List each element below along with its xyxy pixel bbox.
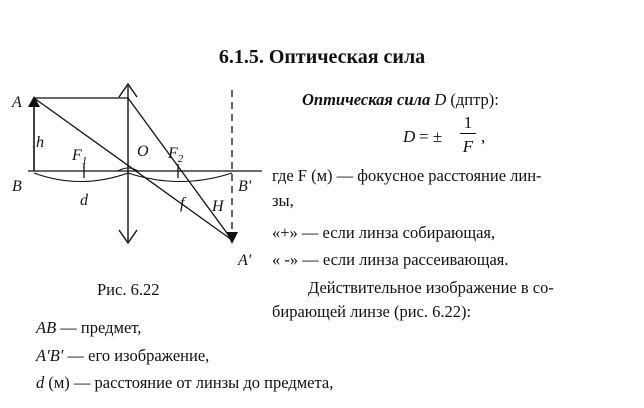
plus-line: «+» — если линза собирающая, (272, 223, 496, 242)
label-b: B (12, 178, 22, 195)
figure-caption: Рис. 6.22 (97, 280, 160, 299)
definition-unit: (дптр): (450, 90, 499, 109)
section-number: 6.1.5. (218, 46, 264, 68)
where-line-1: где F (м) — фокусное расстояние лин- (272, 166, 542, 185)
real-image-line-2: бирающей линзе (рис. 6.22): (272, 302, 472, 321)
distance-f-brace (128, 173, 232, 182)
image-arrowhead (226, 232, 238, 244)
label-h: h (36, 134, 44, 151)
label-a-prime: A′ (238, 252, 252, 269)
label-b-prime: B′ (238, 178, 252, 195)
label-a: A (12, 94, 22, 111)
formula-lhs: D (403, 127, 416, 146)
section-title: Оптическая сила (268, 46, 426, 68)
label-o: O (137, 143, 149, 160)
label-f: f (180, 195, 185, 212)
label-h-image: H (212, 198, 224, 215)
where-line-2: зы, (272, 191, 294, 210)
definition-symbol: D (434, 90, 447, 109)
symbol-image: A′B′ (36, 346, 64, 365)
minus-line: « -» — если линза рассеивающая. (272, 250, 509, 269)
distance-d-brace (34, 173, 128, 182)
formula-numerator: 1 (463, 113, 473, 132)
symbol-d: d (36, 373, 45, 392)
symbol-ab: AB (36, 318, 57, 337)
definition-term: Оптическая сила (302, 90, 431, 109)
formula-denominator: F (462, 137, 474, 156)
label-d: d (80, 192, 88, 209)
formula-operator: = ± (419, 127, 443, 146)
formula-tail: , (481, 127, 486, 146)
real-image-line-1: Действительное изображение в со- (308, 278, 554, 297)
text-ab: — предмет, (56, 318, 142, 337)
label-f2: $F_2$ (168, 145, 184, 165)
ray-through-f2 (128, 98, 232, 240)
text-image: — его изображение, (63, 346, 210, 365)
label-f1: $F_1$ (72, 147, 88, 167)
text-d: (м) — расстояние от линзы до предмета, (44, 373, 334, 392)
